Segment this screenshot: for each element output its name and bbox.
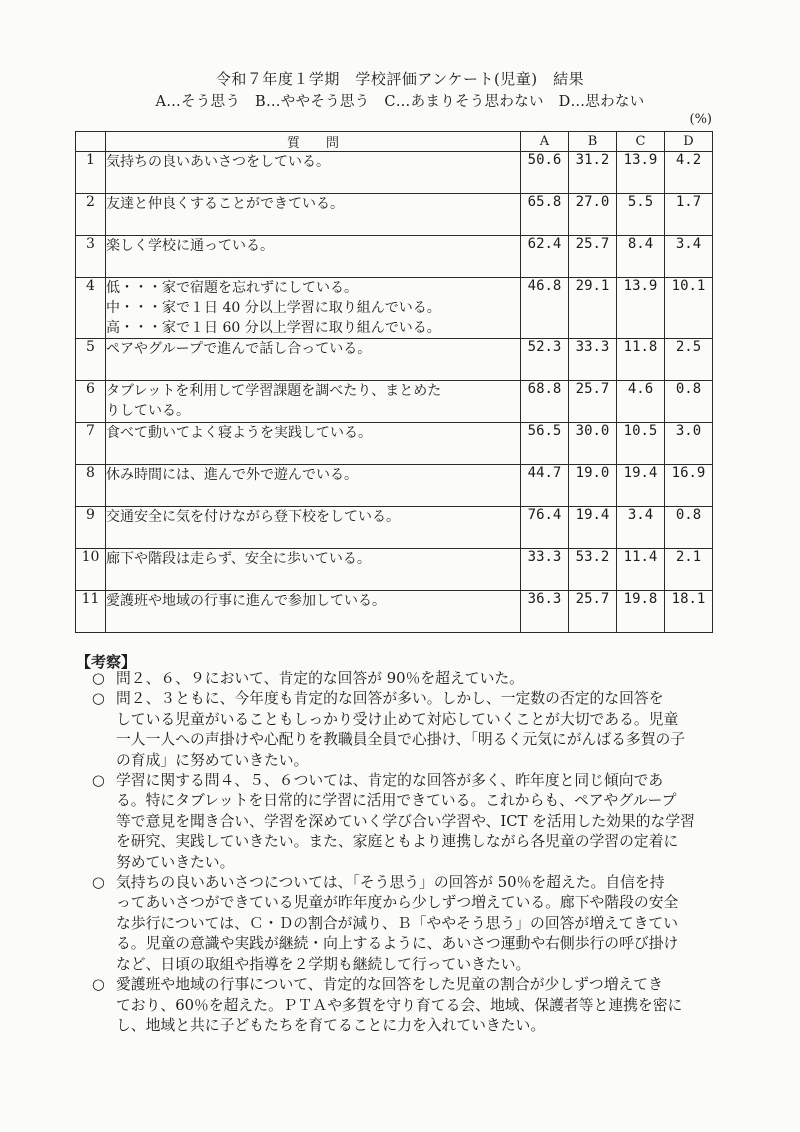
header-b: B: [569, 132, 617, 152]
question-line: 友達と仲良くすることができている。: [106, 196, 344, 212]
value-b: 25.7: [569, 236, 617, 278]
question-text: [106, 423, 521, 465]
question-number: 1: [76, 152, 106, 194]
question-text: [106, 507, 521, 549]
value-a: 36.3: [521, 591, 569, 633]
question-text: [106, 591, 521, 633]
consideration-line: る。児童の意識や実践が継続・向上するように、あいさつ運動や右側歩行の呼び掛け: [116, 935, 679, 953]
consideration-paragraph: [92, 873, 732, 975]
value-c: 19.8: [617, 591, 665, 633]
value-d: 4.2: [665, 152, 713, 194]
question-number: 7: [76, 423, 106, 465]
value-c: 13.9: [617, 152, 665, 194]
table-header-row: [76, 132, 713, 152]
value-a: 46.8: [521, 278, 569, 339]
page-title: 令和７年度１学期 学校評価アンケート(児童) 結果: [215, 70, 585, 88]
consideration-line: 学習に関する問４、５、６ついては、肯定的な回答が多く、昨年度と同じ傾向であ: [116, 772, 664, 790]
value-d: 3.4: [665, 236, 713, 278]
table-row: [76, 381, 713, 423]
question-line: りしている。: [106, 403, 190, 419]
question-text: [106, 465, 521, 507]
question-text: [106, 381, 521, 423]
table-row: [76, 236, 713, 278]
consideration-line: 愛護班や地域の行事について、肯定的な回答をした児童の割合が少しずつ増えてき: [116, 976, 663, 994]
value-a: 56.5: [521, 423, 569, 465]
consideration-line: ってあいさつができている児童が昨年度から少しずつ増えている。廊下や階段の安全: [116, 894, 679, 912]
consideration-paragraph: [92, 669, 732, 689]
value-a: 62.4: [521, 236, 569, 278]
consideration-section: [92, 669, 732, 1036]
value-c: 13.9: [617, 278, 665, 339]
question-number: 9: [76, 507, 106, 549]
question-line: 気持ちの良いあいさつをしている。: [106, 154, 330, 170]
question-line: 交通安全に気を付けながら登下校をしている。: [106, 509, 400, 525]
consideration-line: の育成」に努めていきたい。: [116, 751, 309, 769]
value-a: 76.4: [521, 507, 569, 549]
question-number: 6: [76, 381, 106, 423]
header-question: 質 問: [106, 132, 521, 152]
consideration-paragraph: [92, 771, 732, 873]
circle-bullet-icon: ○: [92, 690, 105, 708]
header-c: C: [617, 132, 665, 152]
circle-bullet-icon: ○: [92, 670, 105, 687]
value-d: 16.9: [665, 465, 713, 507]
table-row: [76, 423, 713, 465]
value-a: 50.6: [521, 152, 569, 194]
consideration-line: ており、60％を超えた。ＰＴＡや多賀を守り育てる会、地域、保護者等と連携を密に: [116, 996, 683, 1014]
value-d: 10.1: [665, 278, 713, 339]
value-d: 1.7: [665, 194, 713, 236]
value-b: 33.3: [569, 339, 617, 381]
value-b: 29.1: [569, 278, 617, 339]
header-number: [76, 132, 106, 152]
value-d: 2.1: [665, 549, 713, 591]
consideration-line: し、地域と共に子どもたちを育てることに力を入れていきたい。: [116, 1016, 546, 1034]
question-text: [106, 194, 521, 236]
value-c: 5.5: [617, 194, 665, 236]
consideration-paragraph: [92, 689, 732, 771]
answer-legend: A…そう思う B…ややそう思う C…あまりそう思わない D…思わない: [155, 94, 645, 110]
consideration-line: 努めていきたい。: [116, 853, 235, 871]
value-b: 30.0: [569, 423, 617, 465]
consideration-paragraph: [92, 975, 732, 1036]
circle-bullet-icon: ○: [92, 976, 105, 994]
consideration-line: 問２、６、９において、肯定的な回答が 90％を超えていた。: [116, 670, 524, 687]
value-c: 19.4: [617, 465, 665, 507]
table-row: [76, 591, 713, 633]
value-c: 4.6: [617, 381, 665, 423]
value-d: 3.0: [665, 423, 713, 465]
value-c: 3.4: [617, 507, 665, 549]
value-a: 68.8: [521, 381, 569, 423]
consideration-line: 問２、３ともに、今年度も肯定的な回答が多い。しかし、一定数の否定的な回答を: [116, 690, 664, 708]
value-d: 0.8: [665, 381, 713, 423]
value-c: 10.5: [617, 423, 665, 465]
table-row: [76, 549, 713, 591]
question-line: 楽しく学校に通っている。: [106, 238, 274, 254]
question-line: 廊下や階段は走らず、安全に歩いている。: [106, 551, 371, 567]
value-b: 31.2: [569, 152, 617, 194]
question-text: [106, 339, 521, 381]
question-line: タブレットを利用して学習課題を調べたり、まとめた: [106, 383, 442, 399]
question-line: 高・・・家で１日 60 分以上学習に取り組んでいる。: [106, 320, 441, 336]
value-d: 18.1: [665, 591, 713, 633]
consideration-line: る。特にタブレットを日常的に学習に活用できている。これからも、ペアやグループ: [116, 792, 677, 810]
value-d: 2.5: [665, 339, 713, 381]
question-text: [106, 236, 521, 278]
question-text: [106, 152, 521, 194]
header-a: A: [521, 132, 569, 152]
value-c: 11.8: [617, 339, 665, 381]
value-b: 25.7: [569, 381, 617, 423]
survey-results-table: [75, 131, 713, 633]
question-text: [106, 549, 521, 591]
value-b: 19.4: [569, 507, 617, 549]
question-number: 3: [76, 236, 106, 278]
value-b: 27.0: [569, 194, 617, 236]
consideration-line: している児童がいることもしっかり受け止めて対応していくことが大切である。児童: [116, 710, 679, 728]
unit-label: (%): [689, 112, 712, 127]
table-row: [76, 339, 713, 381]
question-number: 4: [76, 278, 106, 339]
value-b: 25.7: [569, 591, 617, 633]
question-line: ペアやグループで進んで話し合っている。: [106, 341, 372, 357]
question-number: 2: [76, 194, 106, 236]
value-a: 33.3: [521, 549, 569, 591]
consideration-line: を研究、実践していきたい。また、家庭ともより連携しながら各児童の学習の定着に: [116, 833, 679, 851]
value-a: 52.3: [521, 339, 569, 381]
header-d: D: [665, 132, 713, 152]
question-line: 休み時間には、進んで外で遊んでいる。: [106, 467, 358, 483]
question-number: 11: [76, 591, 106, 633]
circle-bullet-icon: ○: [92, 772, 105, 790]
table-body: [76, 152, 713, 633]
question-text: [106, 278, 521, 339]
table-row: [76, 194, 713, 236]
consideration-line: 一人一人への声掛けや心配りを教職員全員で心掛け、「明るく元気にがんばる多賀の子: [116, 731, 686, 749]
question-number: 10: [76, 549, 106, 591]
question-line: 低・・・家で宿題を忘れずにしている。: [106, 280, 358, 296]
value-b: 53.2: [569, 549, 617, 591]
value-d: 0.8: [665, 507, 713, 549]
question-line: 食べて動いてよく寝ようを実践している。: [106, 425, 372, 441]
consideration-line: 等で意見を聞き合い、学習を深めていく学び合い学習や、ICT を活用した効果的な学習: [116, 812, 695, 830]
consideration-heading: 【考察】: [76, 653, 137, 671]
value-c: 11.4: [617, 549, 665, 591]
question-number: 5: [76, 339, 106, 381]
question-line: 中・・・家で１日 40 分以上学習に取り組んでいる。: [106, 300, 441, 316]
value-b: 19.0: [569, 465, 617, 507]
circle-bullet-icon: ○: [92, 874, 105, 892]
question-number: 8: [76, 465, 106, 507]
value-c: 8.4: [617, 236, 665, 278]
table-row: [76, 465, 713, 507]
consideration-line: な歩行については、Ｃ・Ｄの割合が減り、Ｂ「ややそう思う」の回答が増えてきてい: [116, 914, 678, 932]
value-a: 44.7: [521, 465, 569, 507]
table-row: [76, 152, 713, 194]
value-a: 65.8: [521, 194, 569, 236]
table-row: [76, 278, 713, 339]
consideration-line: など、日頃の取組や指導を２学期も継続して行っていきたい。: [116, 955, 531, 973]
table-row: [76, 507, 713, 549]
consideration-line: 気持ちの良いあいさつについては、「そう思う」の回答が 50％を超えた。自信を持: [116, 874, 665, 892]
question-line: 愛護班や地域の行事に進んで参加している。: [106, 593, 386, 609]
